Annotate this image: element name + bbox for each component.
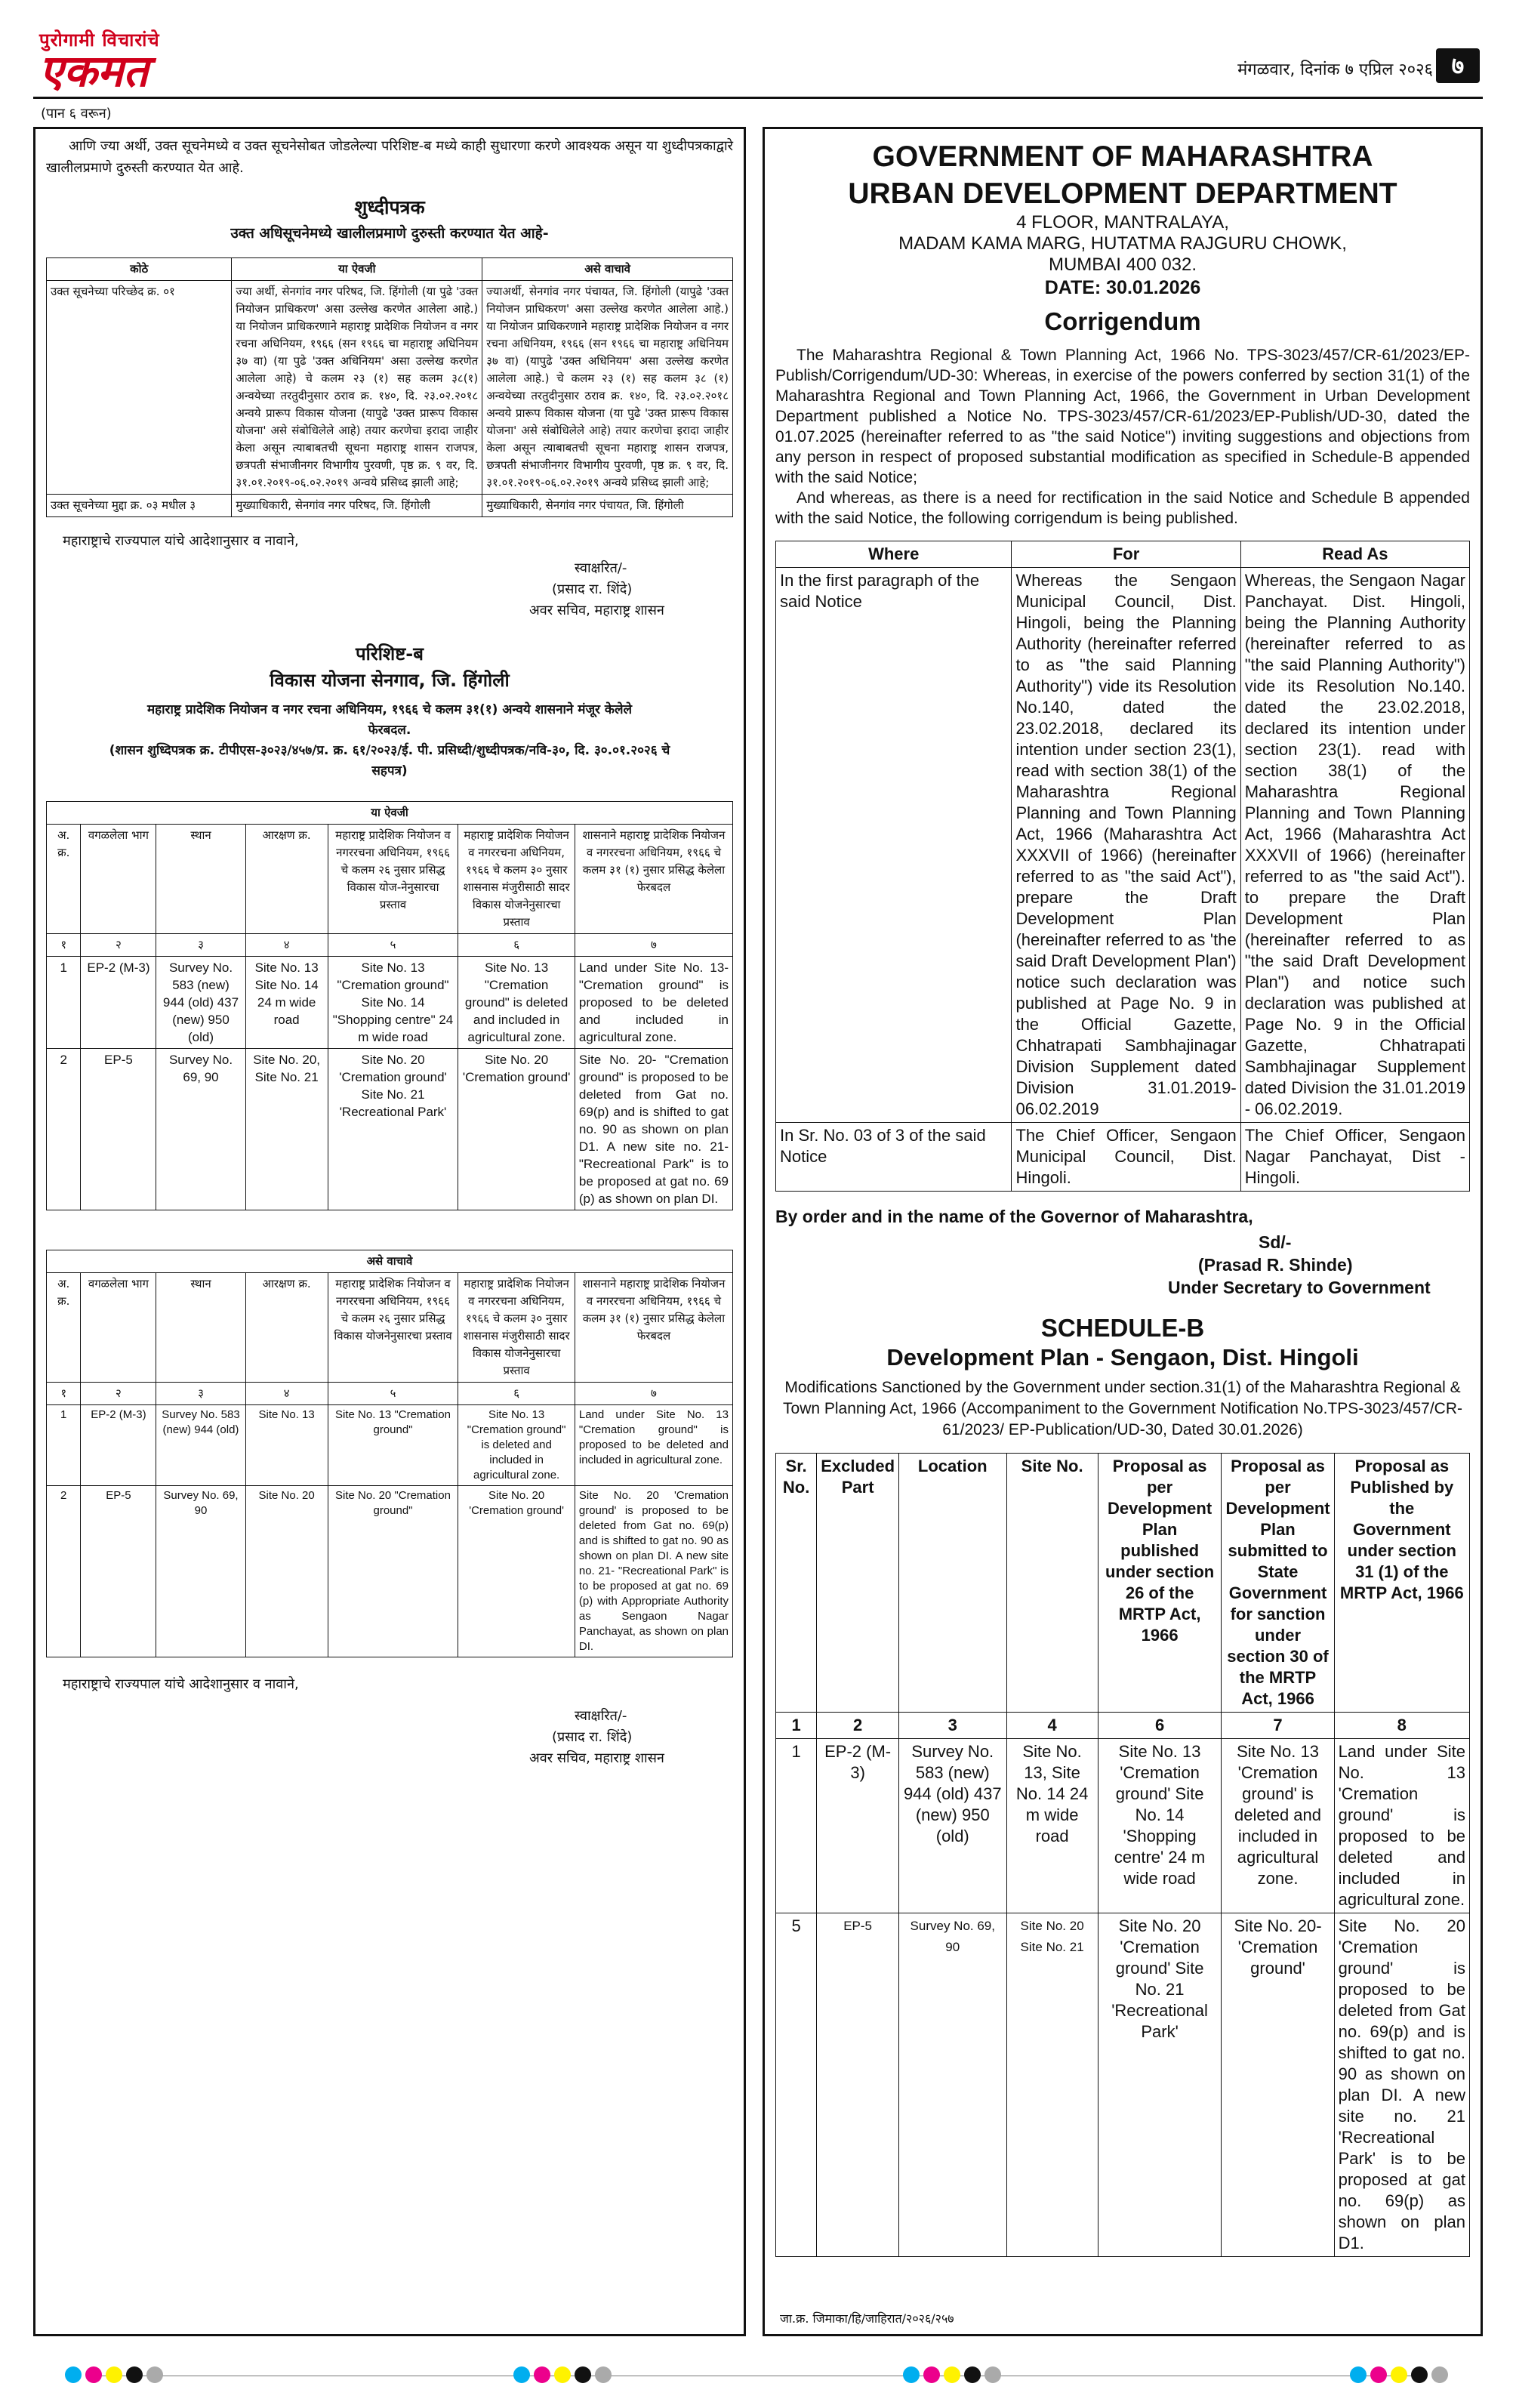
governor-order: महाराष्ट्राचे राज्यपाल यांचे आदेशानुसार व नावाने,: [63, 1676, 299, 1692]
cyan-dot-icon: [65, 2366, 82, 2383]
intro-paragraph: आणि ज्या अर्थी, उक्त सूचनेमध्ये व उक्त सूचनेसोबत जोडलेल्या परिशिष्ट-ब मध्ये काही सुधारणा करणे आवश्यक असून या शुध्दीपत्रकाद्वारे खालीलप्रमाणे दुरुस्ती करण्यात येत आहे.: [46, 138, 733, 176]
registration-marks: [65, 2366, 163, 2383]
cyan-dot-icon: [1350, 2366, 1367, 2383]
black-dot-icon: [1411, 2366, 1428, 2383]
column-number-row: १ २ ३ ४ ५ ६ ७: [47, 934, 733, 957]
table-row: 1 EP-2 (M-3) Survey No. 583 (new) 944 (old) Site No. 13 Site No. 13 "Cremation ground" Site No. 13 "Cremation ground" is deleted and included in agricultural zone. Land under Site No. 13 "Cremation ground" is proposed to be deleted and included in agricultural zone.: [47, 1405, 733, 1486]
signature-block: Sd/- (Prasad R. Shinde) Under Secretary to Government: [1168, 1232, 1431, 1297]
table-header-row: अ. क्र. वगळलेला भाग स्थान आरक्षण क्र. महाराष्ट्र प्रादेशिक नियोजन व नगररचना अधिनियम, १९६६ चे कलम २६ नुसार प्रसिद्ध विकास योजनेनुसारचा प्रस्ताव महाराष्ट्र प्रादेशिक नियोजन व नगररचना अधिनियम, १९६६ चे कलम ३० नुसार शासनास मंजुरीसाठी सादर विकास योजनेनुसारचा प्रस्ताव शासनाने महाराष्ट्र प्रादेशिक नियोजन व नगररचना अधिनियम, १९६६ चे कलम ३१ (१) नुसार प्रसिद्ध केलेला फेरबदल: [47, 1273, 733, 1383]
registration-marks: [513, 2366, 612, 2383]
table-header-row: अ. क्र. वगळलेला भाग स्थान आरक्षण क्र. महाराष्ट्र प्रादेशिक नियोजन व नगररचना अधिनियम, १९६६ चे कलम २६ नुसार प्रसिद्ध विकास योज-नेनुसारचा प्रस्ताव महाराष्ट्र प्रादेशिक नियोजन व नगररचना अधिनियम, १९६६ चे कलम ३० नुसार शासनास मंजुरीसाठी सादर विकास योजनेनुसारचा प्रस्ताव शासनाने महाराष्ट्र प्रादेशिक नियोजन व नगररचना अधिनियम, १९६६ चे कलम ३१ (१) नुसार प्रसिद्ध केलेला फेरबदल: [47, 825, 733, 934]
yellow-dot-icon: [106, 2366, 122, 2383]
table-row: 1 EP-2 (M-3) Survey No. 583 (new) 944 (old) 437 (new) 950 (old) Site No. 13 Site No. 14 24 m wide road Site No. 13 "Cremation ground" Site No. 14 "Shopping centre" 24 m wide road Site No. 13 "Cremation ground" is deleted and included in agricultural zone. Land under Site No. 13- "Cremation ground" is proposed to be deleted and included in agricultural zone.: [47, 957, 733, 1049]
yellow-dot-icon: [554, 2366, 571, 2383]
column-number-row: १ २ ३ ४ ५ ६ ७: [47, 1383, 733, 1405]
registration-marks: [1350, 2366, 1448, 2383]
table-header-row: [776, 541, 1470, 568]
table-row: उक्त सूचनेच्या मुद्दा क्र. ०३ मधील ३ मुख्याधिकारी, सेनगांव नगर परिषद, जि. हिंगोली मुख्याधिकारी, सेनगांव नगर पंचायत, जि. हिंगोली: [47, 495, 733, 517]
signature-block: स्वाक्षरित/- (प्रसाद रा. शिंदे) अवर सचिव, महाराष्ट्र शासन: [529, 1708, 664, 1766]
col-for: For: [1012, 541, 1240, 568]
magenta-dot-icon: [534, 2366, 550, 2383]
magenta-dot-icon: [923, 2366, 940, 2383]
black-dot-icon: [964, 2366, 981, 2383]
col-where: Where: [776, 541, 1012, 568]
marathi-notice-panel: [33, 127, 746, 2336]
appendix-description: महाराष्ट्र प्रादेशिक नियोजन व नगर रचना अधिनियम, १९६६ चे कलम ३१(१) अन्वये शासनाने मंजूर केलेले फेरबदल.: [146, 702, 633, 738]
header-divider: [33, 97, 1483, 99]
schedule-subtitle: Development Plan - Sengaon, Dist. Hingoli: [886, 1344, 1359, 1370]
corrigendum-title: Corrigendum: [1044, 307, 1201, 335]
grey-dot-icon: [984, 2366, 1001, 2383]
newspaper-logo: पुरोगामी विचारांचे एकमत: [39, 29, 160, 97]
yellow-dot-icon: [944, 2366, 960, 2383]
appendix-title: परिशिष्ट-ब: [356, 643, 424, 664]
cyan-dot-icon: [513, 2366, 530, 2383]
magenta-dot-icon: [1370, 2366, 1387, 2383]
page-number: ७: [1436, 48, 1480, 83]
col-read-as: Read As: [1240, 541, 1469, 568]
corrigendum-paragraph: The Maharashtra Regional & Town Planning Act, 1966 No. TPS-3023/457/CR-61/2023/EP-Publish/Corrigendum/UD-30: Whereas, in exercise of the powers conferred by section 31(1) of the Maharashtra Regional and Town Planning Act, 1966, the Government in Urban Development Department published a Notice No. TPS-3023/457/CR-61/2023/EP-Publish/UD-30, dated the 01.07.2025 (hereinafter referred to as "the said Notice") inviting suggestions and objections from any person in respect of proposed substantial modification as specified in Schedule-B appended with the said Notice;: [775, 347, 1470, 486]
table-row: 1 EP-2 (M-3) Survey No. 583 (new) 944 (old) 437 (new) 950 (old) Site No. 13, Site No. 14 24 m wide road Site No. 13 'Cremation ground' Site No. 14 'Shopping centre' 24 m wide road Site No. 13 'Cremation ground' is deleted and included in agricultural zone. Land under Site No. 13 'Cremation ground' is proposed to be deleted and included in agricultural zone.: [776, 1739, 1470, 1913]
government-heading: GOVERNMENT OF MAHARASHTRA: [872, 140, 1373, 173]
appendix-subtitle: विकास योजना सेनगाव, जि. हिंगोली: [270, 670, 510, 691]
table-caption: असे वाचावे: [47, 1250, 733, 1273]
schedule-title: SCHEDULE-B: [1040, 1314, 1205, 1342]
cyan-dot-icon: [903, 2366, 920, 2383]
col-where: कोठे: [47, 258, 232, 281]
schedule-description: Modifications Sanctioned by the Government under section.31(1) of the Maharashtra Regional & Town Planning Act, 1966 (Accompaniment to the Government Notification No.TPS-3023/457/CR-61/2023/ EP-Publication/UD-30, Dated 30.01.2026): [783, 1379, 1462, 1438]
english-notice-panel: [763, 127, 1483, 2336]
grey-dot-icon: [1431, 2366, 1448, 2383]
table-row: In the first paragraph of the said Notice Whereas the Sengaon Municipal Council, Dist. Hingoli, being the Planning Authority (hereinafter referred to as "the said Planning Authority") vide its Resolution No.140, dated the 23.02.2018, declared its intention under section 23(1), read with section 38(1) of the Maharashtra Regional Planning and Town Planning Act, 1966 (Maharashtra Act XXXVII of 1966) (hereinafter referred to as "the said Act"), prepare the Draft Development Plan (hereinafter referred to as 'the said Draft Development Plan') notice such declaration was published at Page No. 9 in the Official Gazette, Chhatrapati Sambhajinagar Division Supplement dated Division 31.01.2019-06.02.2019 Whereas, the Sengaon Nagar Panchayat. Dist. Hingoli, being the Planning Authority (hereinafter referred to as "the said Planning Authority") vide its Resolution No.140. dated the 23.02.2018, declared its intention under section 23(1). read with section 38(1) of the Maharashtra Regional Planning and Town Planning Act, 1966 (Maharashtra Act XXXVII of 1966) (hereinafter referred to as "the said Act"). to prepare the Draft Development Plan (hereinafter referred to as "the said Draft Development Plan") and notice such declaration was published at Page No. 9 in the Official Gazette, Chhatrapati Sambhajinagar Supplement dated Division the 31.01.2019 - 06.02.2019.: [776, 568, 1470, 1123]
col-read-as: असे वाचावे: [482, 258, 733, 281]
corrigendum-paragraph: And whereas, as there is a need for rectification in the said Notice and Schedule B appended with the said Notice, the following corrigendum is being published.: [775, 489, 1470, 527]
corrigendum-title: शुध्दीपत्रक: [354, 196, 425, 218]
schedule-table-read-as: [46, 1250, 733, 1657]
continued-from: (पान ६ वरून): [41, 106, 112, 122]
department-address: 4 FLOOR, MANTRALAYA, MADAM KAMA MARG, HUTATMA RAJGURU CHOWK, MUMBAI 400 032.: [898, 212, 1347, 275]
signature-block: स्वाक्षरित/- (प्रसाद रा. शिंदे) अवर सचिव, महाराष्ट्र शासन: [529, 560, 664, 618]
table-row: In Sr. No. 03 of 3 of the said Notice The Chief Officer, Sengaon Municipal Council, Dist. Hingoli. The Chief Officer, Sengaon Nagar Panchayat, Dist - Hingoli.: [776, 1123, 1470, 1192]
column-number-row: 1 2 3 4 6 7 8: [776, 1713, 1470, 1739]
notice-date: DATE: 30.01.2026: [1044, 277, 1201, 298]
grey-dot-icon: [595, 2366, 612, 2383]
corrigendum-subtitle: उक्त अधिसूचनेमध्ये खालीलप्रमाणे दुरुस्ती करण्यात येत आहे-: [230, 225, 549, 242]
table-header-row: [47, 258, 733, 281]
black-dot-icon: [575, 2366, 591, 2383]
magenta-dot-icon: [85, 2366, 102, 2383]
col-instead: या ऐवजी: [232, 258, 482, 281]
table-row: 5 EP-5 Survey No. 69, 90 Site No. 20 Site No. 21 Site No. 20 'Cremation ground' Site No. 21 'Recreational Park' Site No. 20- 'Cremation ground' Site No. 20 'Cremation ground' is proposed to be deleted from Gat no. 69(p) and is shifted to gat no. 90 as shown on plan DI. A new site no. 21 'Recreational Park' is to be proposed at gat no. 69(p) as shown on plan D1.: [776, 1913, 1470, 2257]
table-caption: या ऐवजी: [47, 802, 733, 825]
release-code: जा.क्र. जिमाका/हि/जाहिरात/२०२६/२५७: [780, 2311, 954, 2326]
registration-marks: [903, 2366, 1001, 2383]
black-dot-icon: [126, 2366, 143, 2383]
table-row: उक्त सूचनेच्या परिच्छेद क्र. ०१ ज्या अर्थी, सेनगांव नगर परिषद, जि. हिंगोली (या पुढे 'उक्त नियोजन प्राधिकरण' असा उल्लेख करणेत आलेला आहे.) या नियोजन प्राधिकरणाने महाराष्ट्र प्रादेशिक नियोजन व नगर रचना अधिनियम, १९६६ (सन १९६६ चा महाराष्ट्र अधिनियम ३७ वा) (या पुढे 'उक्त अधिनियम' असा उल्लेख करणेत आलेला आहे) चे कलम २३ (१) सह कलम ३८(१) अन्वयेच्या तरतुदीनुसार ठराव क्र. १४०, दि. २३.०२.२०१८ अन्वये प्रारूप विकास योजना (यापुढे 'उक्त प्रारूप विकास योजना' असे संबोधिलेले आहे) तयार करणेचा इरादा जाहीर केला असून त्याबाबतची सूचना महाराष्ट्र शासन राजपत्र, छत्रपती संभाजीनगर विभागीय पुरवणी, पृष्ठ क्र. ९ वर, दि. ३१.०१.२०१९-०६.०२.२०१९ अन्वये प्रसिध्द झाली आहे; ज्याअर्थी, सेनगांव नगर पंचायत, जि. हिंगोली (यापुढे 'उक्त नियोजन प्राधिकरण' असा उल्लेख करणेत आलेला आहे.) या नियोजन प्राधिकरणाने महाराष्ट्र प्रादेशिक नियोजन व नगर रचना अधिनियम, १९६६ (सन १९६६ चा महाराष्ट्र अधिनियम ३७ वा) (यापुढे 'उक्त अधिनियम' असा उल्लेख करणेत आलेला आहे.) चे कलम २३ (१) सह कलम ३८ (१) अन्वयेच्या तरतुदीनुसार ठराव क्र. १४०, दि. २३.०२.२०१८ अन्वये प्रारूप विकास योजना (या पुढे 'उक्त प्रारूप विकास योजना' असे संबोधिलेले आहे) तयार करणेचा इरादा जाहीर केला असून त्याबाबतची सूचना महाराष्ट्र शासन राजपत्र, छत्रपती संभाजीनगर विभागीय पुरवणी, पृष्ठ क्र. ९ वर, दि. ३१.०१.२०१९-०६.०२.२०१९ अन्वये प्रसिध्द झाली आहे;: [47, 281, 733, 495]
issue-date: मंगळवार, दिनांक ७ एप्रिल २०२६: [1237, 60, 1433, 79]
schedule-table-instead: [46, 801, 733, 1210]
department-heading: URBAN DEVELOPMENT DEPARTMENT: [848, 177, 1397, 210]
table-row: 2 EP-5 Survey No. 69, 90 Site No. 20 Site No. 20 "Cremation ground" Site No. 20 'Cremation ground' Site No. 20 'Cremation ground' is proposed to be deleted from Gat no. 69(p) and is shifted to gat no. 90 as shown on plan DI. A new site no. 21- "Recreational Park" is to be proposed at gat no. 69 (p) with Appropriate Authority as Sengaon Nagar Panchayat, as shown on plan DI.: [47, 1486, 733, 1657]
table-row: 2 EP-5 Survey No. 69, 90 Site No. 20, Site No. 21 Site No. 20 'Cremation ground' Site No. 21 'Recreational Park' Site No. 20 'Cremation ground' Site No. 20- "Cremation ground" is proposed to be deleted from Gat no. 69(p) and is shifted to gat no. 90 as shown on plan D1. A new site no. 21- "Recreational Park" is to be proposed at gat no. 69 (p) as shown on plan DI.: [47, 1049, 733, 1210]
governor-order: महाराष्ट्राचे राज्यपाल यांचे आदेशानुसार व नावाने,: [63, 533, 299, 549]
appendix-reference: (शासन शुध्दिपत्रक क्र. टीपीएस-३०२३/४५७/प्र. क्र. ६१/२०२३/ई. पी. प्रसिध्दी/शुध्दीपत्रक/नवि-३०, दि. ३०.०१.२०२६ चे सहपत्र): [109, 743, 670, 779]
table-header-row: Sr. No. Excluded Part Location Site No. Proposal as per Development Plan published under section 26 of the MRTP Act, 1966 Proposal as per Development Plan submitted to State Government for sanction under section 30 of the MRTP Act, 1966 Proposal as Published by the Government under section 31 (1) of the MRTP Act, 1966: [776, 1454, 1470, 1713]
governor-order: By order and in the name of the Governor of Maharashtra,: [775, 1207, 1253, 1226]
schedule-b-table: [775, 1453, 1470, 2257]
grey-dot-icon: [146, 2366, 163, 2383]
correction-table: [46, 257, 733, 517]
corrigendum-table: [775, 541, 1470, 1192]
yellow-dot-icon: [1391, 2366, 1407, 2383]
